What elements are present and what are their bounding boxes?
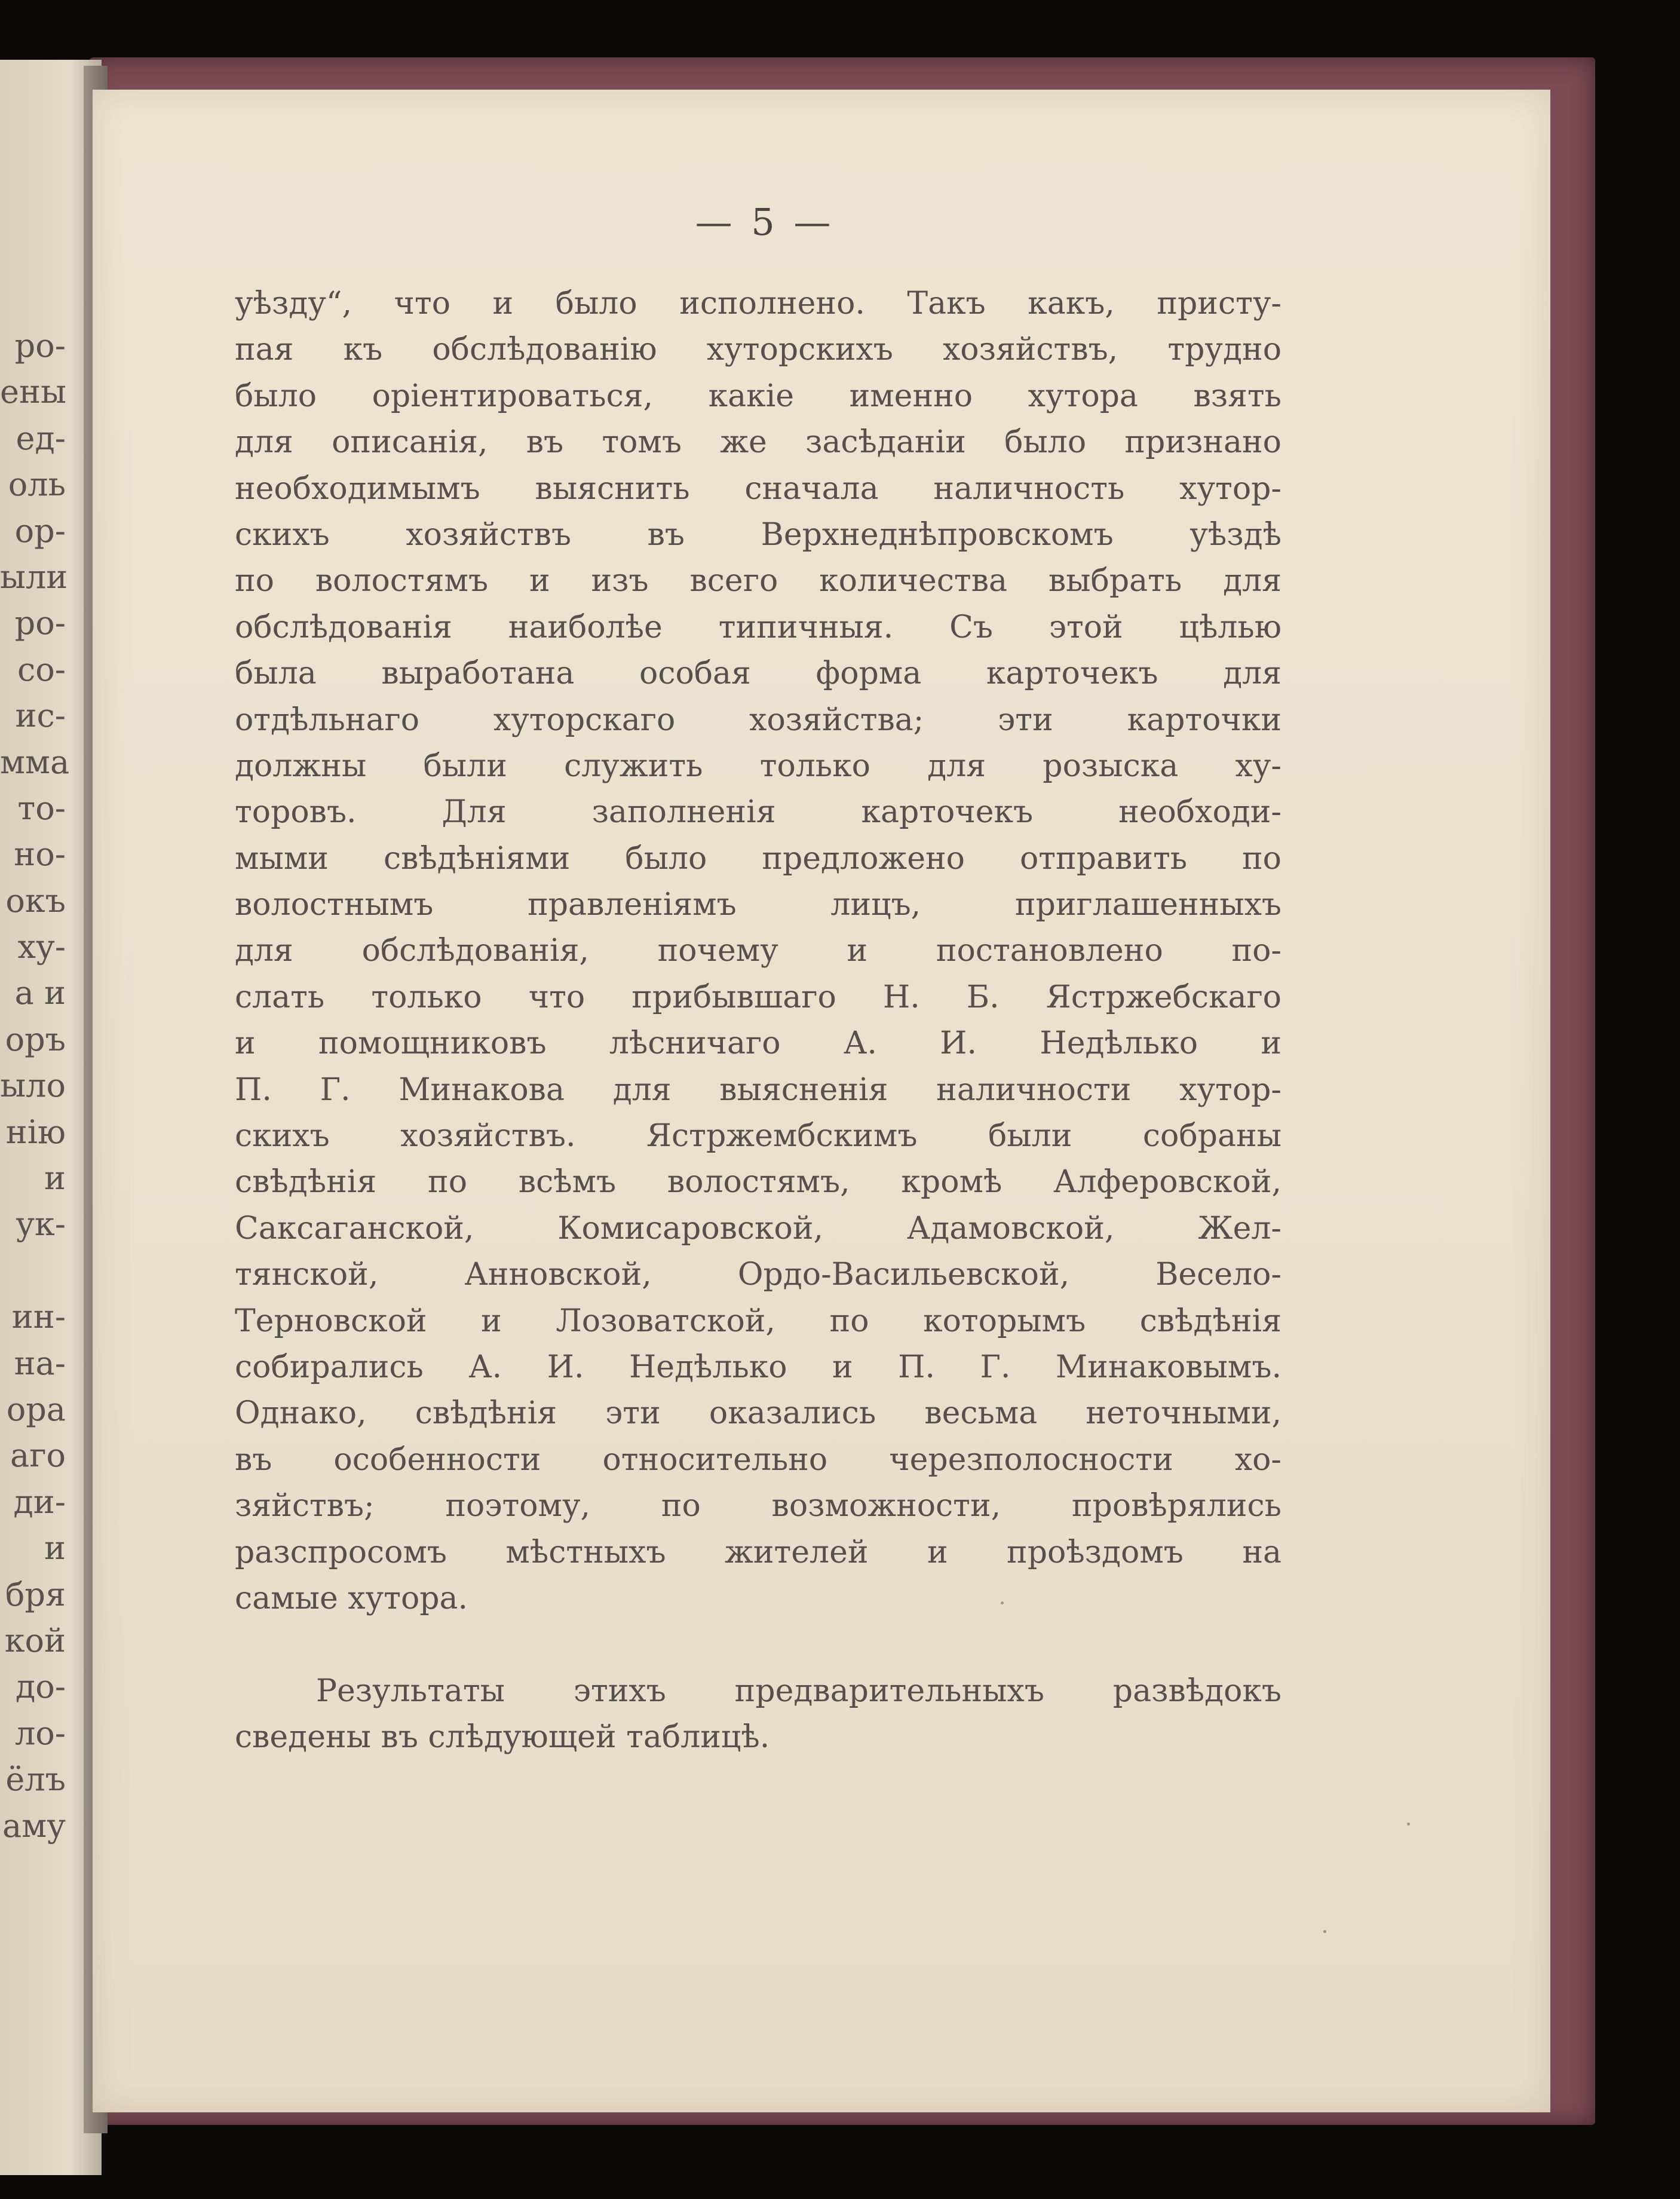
text-line: скихъ хозяйствъ въ Верхнеднѣпровскомъ уѣздѣ [235, 516, 1282, 553]
paper-speck [1407, 1823, 1410, 1826]
previous-page-fragment: ыло [0, 1067, 66, 1105]
previous-page-fragment: оль [8, 465, 66, 504]
previous-page-fragment: ора [6, 1390, 66, 1428]
previous-page-fragment [0, 1248, 66, 1294]
text-line: отдѣльнаго хуторскаго хозяйства; эти карточки [235, 702, 1282, 738]
previous-page-fragment: ло- [14, 1714, 66, 1752]
text-line: Однако, свѣдѣнія эти оказались весьма неточными, [235, 1395, 1282, 1432]
previous-page-fragment: аго [10, 1437, 66, 1475]
previous-page-fragment: ис- [15, 697, 66, 735]
previous-page-fragment: ыли [0, 558, 68, 596]
text-line: торовъ. Для заполненія карточекъ необходи- [235, 794, 1282, 831]
text-line: и помощниковъ лѣсничаго А. И. Недѣлько и [235, 1025, 1282, 1062]
text-line: зяйствъ; поэтому, по возможности, провѣрялись [235, 1488, 1282, 1524]
previous-page-line-fragments [0, 323, 70, 1849]
text-line: обслѣдованія наиболѣе типичныя. Съ этой цѣлью [235, 609, 1282, 645]
previous-page-fragment: и [44, 1159, 66, 1197]
previous-page-fragment: но- [14, 835, 66, 874]
previous-page-fragment: а и [14, 974, 66, 1012]
text-line: тянской, Анновской, Ордо-Васильевской, Весело- [235, 1257, 1282, 1293]
previous-page-fragment: кой [4, 1621, 66, 1659]
text-line: по волостямъ и изъ всего количества выбрать для [235, 563, 1282, 599]
text-line: свѣдѣнія по всѣмъ волостямъ, кромѣ Алферовской, [235, 1164, 1282, 1200]
text-line: было оріентироваться, какіе именно хутора взять [235, 378, 1282, 414]
text-line: необходимымъ выяснить сначала наличность хутор- [235, 470, 1282, 507]
text-line: была выработана особая форма карточекъ для [235, 656, 1282, 692]
previous-page-fragment: со- [17, 650, 66, 688]
paper-speck [1323, 1930, 1326, 1933]
text-line: волостнымъ правленіямъ лицъ, приглашенныхъ [235, 887, 1282, 923]
previous-page-fragment: ро- [14, 604, 66, 642]
page-number: — 5 — [695, 200, 835, 244]
text-line: скихъ хозяйствъ. Ястржембскимъ были собраны [235, 1118, 1282, 1154]
text-line: П. Г. Минакова для выясненія наличности хутор- [235, 1071, 1282, 1108]
previous-page-fragment: ёлъ [5, 1760, 66, 1799]
text-line: для обслѣдованія, почему и постановлено по- [235, 933, 1282, 969]
page-body-text [235, 281, 1282, 1761]
previous-page-fragment: оръ [5, 1020, 66, 1058]
text-line: пая къ обслѣдованію хуторскихъ хозяйствъ, трудно [235, 332, 1282, 368]
previous-page-fragment: аму [2, 1806, 66, 1845]
book-page [93, 90, 1550, 2112]
previous-page-fragment: нію [5, 1113, 66, 1151]
previous-page-fragment: ро- [14, 327, 66, 365]
previous-page-fragment: ху- [17, 928, 66, 966]
text-line: въ особенности относительно черезполосности хо- [235, 1441, 1282, 1478]
previous-page-fragment: бря [5, 1575, 66, 1613]
previous-page-fragment: ед- [16, 419, 66, 457]
text-line: уѣзду“, что и было исполнено. Такъ какъ, присту- [235, 286, 1282, 321]
previous-page-fragment: ди- [13, 1483, 66, 1521]
paper-speck [1001, 1601, 1004, 1604]
text-line: сведены въ слѣдующей таблицѣ. [235, 1719, 770, 1756]
previous-page-fragment: то- [17, 789, 66, 827]
text-line: мыми свѣдѣніями было предложено отправить по [235, 840, 1282, 877]
previous-page-fragment: до- [15, 1668, 66, 1706]
paragraph-gap [235, 1622, 1282, 1668]
previous-page-fragment: окъ [5, 881, 66, 920]
previous-page-fragment: мма [0, 743, 70, 781]
previous-page-fragment: на- [14, 1344, 66, 1382]
text-line: собирались А. И. Недѣлько и П. Г. Минаковымъ. [235, 1349, 1282, 1385]
text-line: должны были служить только для розыска ху- [235, 748, 1282, 784]
previous-page-fragment: ин- [11, 1298, 66, 1336]
text-line: Саксаганской, Комисаровской, Адамовской, Жел- [235, 1210, 1282, 1246]
text-line: самые хутора. [235, 1580, 468, 1616]
text-line: разспросомъ мѣстныхъ жителей и проѣздомъ на [235, 1534, 1282, 1570]
text-line: для описанія, въ томъ же засѣданіи было признано [235, 424, 1282, 461]
previous-page-fragment: ук- [16, 1205, 66, 1244]
previous-page-fragment: ены [0, 373, 66, 411]
text-line: Результаты этихъ предварительныхъ развѣдокъ [316, 1673, 1282, 1709]
text-line: слать только что прибывшаго Н. Б. Ястржебскаго [235, 979, 1282, 1015]
previous-page-fragment: и [44, 1529, 66, 1567]
text-line: Терновской и Лозоватской, по которымъ свѣдѣнія [235, 1303, 1282, 1339]
previous-page-fragment: ор- [14, 512, 66, 550]
